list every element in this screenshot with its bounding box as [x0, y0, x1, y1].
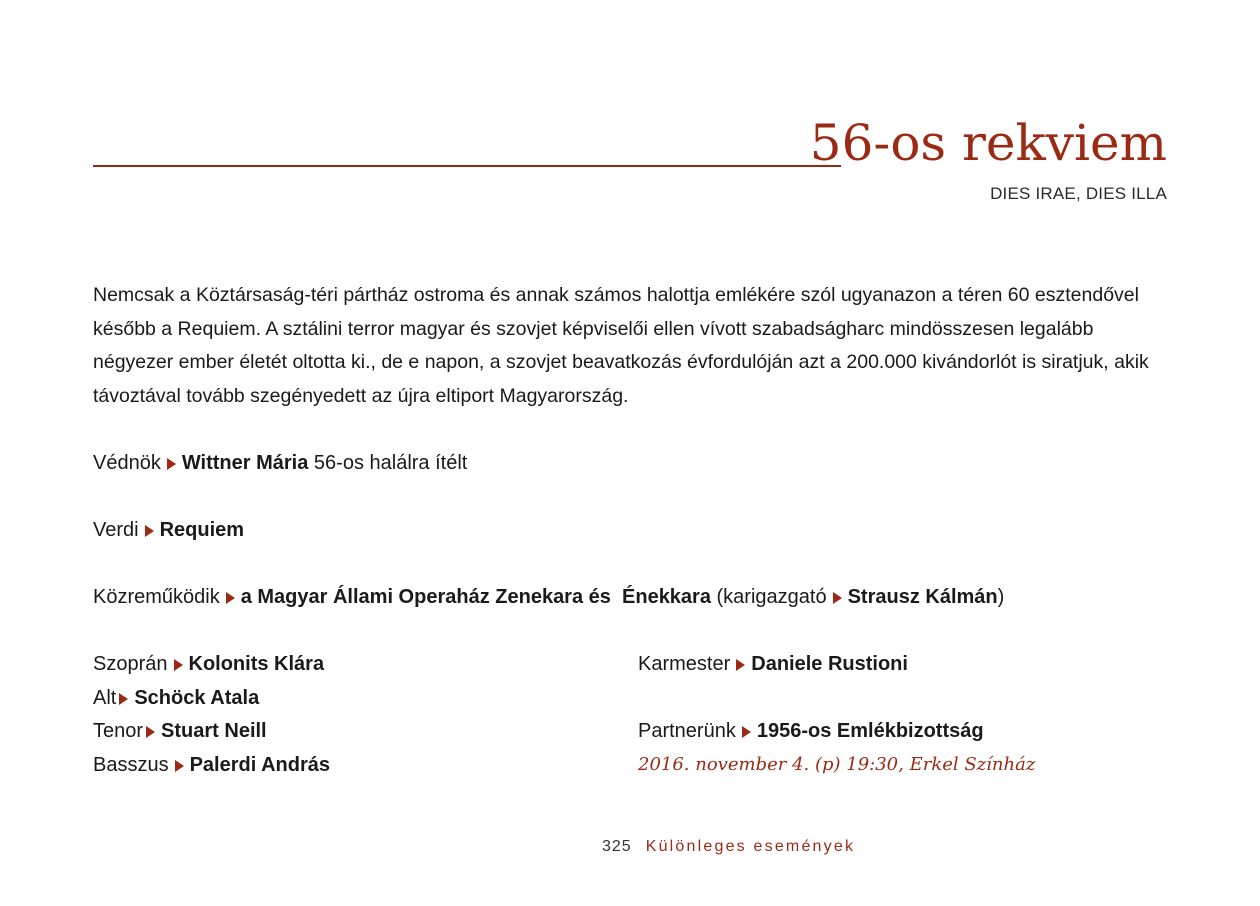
soloist-role: Szoprán — [93, 653, 168, 675]
conductor-line — [638, 651, 908, 677]
chorus-master-label: (karigazgató — [710, 586, 827, 608]
header-rule — [93, 165, 841, 167]
ensemble-label: Közreműködik — [93, 586, 220, 608]
patron-note: 56-os halálra ítélt — [308, 452, 468, 474]
arrow-icon — [742, 726, 751, 738]
patron-line — [93, 450, 467, 476]
soloist-name: Stuart Neill — [161, 720, 267, 742]
page-number: 325 — [602, 838, 632, 855]
event-date: 2016. november 4. (p) 19:30, Erkel Színház — [638, 754, 1036, 775]
partner-line — [638, 718, 984, 744]
soloist-row — [93, 718, 267, 744]
page-title: 56-os rekviem — [809, 114, 1167, 172]
conductor-name: Daniele Rustioni — [751, 653, 908, 675]
patron-name: Wittner Mária — [181, 452, 309, 474]
section-name: Különleges események — [645, 838, 856, 855]
arrow-icon — [145, 525, 154, 537]
soloist-name: Kolonits Klára — [188, 653, 325, 675]
soloist-role: Tenor — [93, 720, 144, 742]
subtitle-part-1: DIES IRAE — [990, 184, 1076, 203]
intro-paragraph: Nemcsak a Köztársaság-téri pártház ostroma és annak számos halottja emlékére szól ugyanazon a téren 60 esztendővel később a Requiem. A sztálini terror magyar és szovjet képviselői ellen vívott szabadságharc mindösszesen legalább négyezer ember életét oltotta ki., de e napon, a szovjet beavatkozás évfordulóján azt a 200.000 kivándorlót is siratjuk, akik távoztával tovább szegényedett az újra eltiport Magyarország. — [93, 284, 1149, 407]
soloist-row — [93, 685, 259, 711]
arrow-icon — [119, 693, 128, 705]
partner-name: 1956-os Emlékbizottság — [756, 720, 984, 742]
paren-close: ) — [997, 586, 1005, 608]
page-footer — [602, 838, 855, 856]
arrow-icon — [226, 592, 235, 604]
arrow-icon — [174, 659, 183, 671]
work-line — [93, 517, 244, 543]
soloist-name: Palerdi András — [189, 754, 331, 776]
arrow-icon — [146, 726, 155, 738]
ensemble-line — [93, 584, 1004, 610]
arrow-icon — [175, 760, 184, 772]
patron-label: Védnök — [93, 452, 161, 474]
soloist-role: Alt — [93, 687, 117, 709]
chorus-master-name: Strausz Kálmán — [847, 586, 998, 608]
page-subtitle — [990, 184, 1167, 204]
conductor-label: Karmester — [638, 653, 731, 675]
soloist-row — [93, 752, 330, 778]
subtitle-separator: , — [1075, 184, 1081, 203]
work-name: Requiem — [159, 519, 245, 541]
partner-label: Partnerünk — [638, 720, 736, 742]
work-label: Verdi — [93, 519, 139, 541]
arrow-icon — [736, 659, 745, 671]
soloist-role: Basszus — [93, 754, 169, 776]
arrow-icon — [833, 592, 842, 604]
ensemble-name: a Magyar Állami Operaház Zenekara és Énekkara — [240, 586, 711, 608]
subtitle-part-2: DIES ILLA — [1080, 184, 1167, 203]
arrow-icon — [167, 458, 176, 470]
soloist-row — [93, 651, 324, 677]
soloist-name: Schöck Atala — [134, 687, 260, 709]
